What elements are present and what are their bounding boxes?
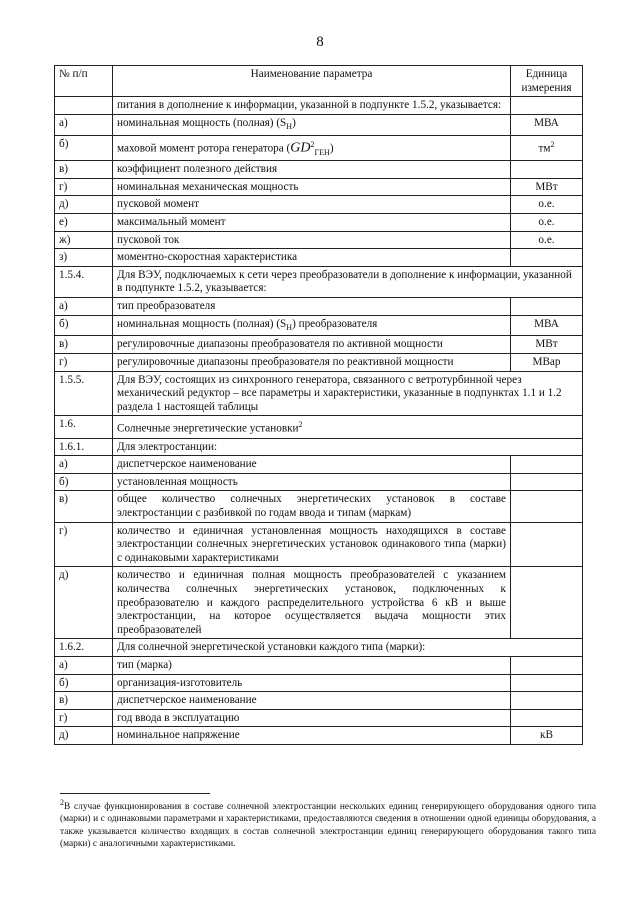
table-row <box>55 692 583 710</box>
row-number: 1.6.2. <box>55 639 113 657</box>
page-number: 8 <box>316 34 324 50</box>
row-parameter-text: моментно-скоростная характеристика <box>117 251 298 264</box>
row-number: г) <box>55 353 113 371</box>
table-row <box>55 639 583 657</box>
row-parameter-name <box>113 674 511 692</box>
row-parameter-name <box>113 353 511 371</box>
row-unit <box>511 213 583 231</box>
table-row <box>55 473 583 491</box>
table-row <box>55 522 583 567</box>
row-parameter-text: регулировочные диапазоны преобразователя по реактивной мощности <box>117 355 454 368</box>
row-unit <box>511 692 583 710</box>
table-row <box>55 567 583 639</box>
table-row <box>55 196 583 214</box>
table-row <box>55 353 583 371</box>
row-parameter-text: Для солнечной энергетической установки каждого типа (марки): <box>117 641 426 654</box>
table-row <box>55 727 583 745</box>
row-parameter-name <box>113 491 511 522</box>
row-parameter-text: маховой момент ротора генератора ( <box>117 142 291 155</box>
row-unit <box>511 473 583 491</box>
table-row <box>55 491 583 522</box>
row-parameter-name <box>113 114 511 135</box>
row-parameter-name <box>113 97 511 115</box>
table-row <box>55 371 583 416</box>
row-number: б) <box>55 674 113 692</box>
subscript: Н <box>286 322 293 332</box>
row-parameter-text: пусковой момент <box>117 198 199 211</box>
row-parameter-text: количество и единичная полная мощность преобразователей с указанием количества солнечных энергетических установок, подключенных к преобразователю и каждого распределительного устройства 6 кВ и выше электростанции, на которое осуществляется выдача мощности этих преобразователей <box>117 569 506 636</box>
table-row <box>55 416 583 438</box>
row-unit-text: МВА <box>534 116 559 129</box>
row-number: г) <box>55 522 113 567</box>
row-number: д) <box>55 727 113 745</box>
row-parameter-text: установленная мощность <box>117 475 238 488</box>
table-row <box>55 456 583 474</box>
row-parameter-text: регулировочные диапазоны преобразователя по активной мощности <box>117 338 443 351</box>
row-unit-text: МВт <box>535 180 558 193</box>
header-number: № п/п <box>55 66 113 97</box>
formula-subscript: ГЕН <box>314 147 330 157</box>
row-parameter-name <box>113 336 511 354</box>
row-number: ж) <box>55 231 113 249</box>
row-parameter-name <box>113 692 511 710</box>
row-number: а) <box>55 297 113 315</box>
table-row <box>55 213 583 231</box>
table-row <box>55 231 583 249</box>
row-number: 1.5.4. <box>55 266 113 297</box>
subscript: Н <box>286 122 293 132</box>
row-parameter-text: Солнечные энергетические установки <box>117 423 299 436</box>
row-parameter-name <box>113 161 511 179</box>
formula-superscript: 2 <box>310 139 315 149</box>
row-parameter-name <box>113 473 511 491</box>
row-number: е) <box>55 213 113 231</box>
formula: GD <box>290 140 311 156</box>
row-parameter-text: Для ВЭУ, подключаемых к сети через преобразователи в дополнение к информации, указанной в подпункте 1.5.2, указывается: <box>117 268 572 295</box>
footnote-divider <box>60 793 210 794</box>
table-row <box>55 266 583 297</box>
row-parameter-name <box>113 196 511 214</box>
row-parameter-text: максимальный момент <box>117 215 226 228</box>
row-unit <box>511 161 583 179</box>
row-parameter-name <box>113 727 511 745</box>
unit-superscript: 2 <box>550 139 555 149</box>
table-row <box>55 656 583 674</box>
row-number <box>55 97 113 115</box>
row-parameter-name <box>113 297 511 315</box>
row-unit <box>511 353 583 371</box>
row-parameter-text: диспетчерское наименование <box>117 694 257 707</box>
row-parameter-text-after: ) преобразователя <box>292 317 378 330</box>
row-number: д) <box>55 196 113 214</box>
row-parameter-name <box>113 178 511 196</box>
header-parameter-name: Наименование параметра <box>113 66 511 97</box>
row-parameter-text-after: ) <box>329 142 334 155</box>
row-unit-text: кВ <box>540 729 553 742</box>
row-unit-text: тм <box>538 142 551 155</box>
row-parameter-name <box>113 522 511 567</box>
row-parameter-name <box>113 266 583 297</box>
parameters-table <box>54 65 583 745</box>
row-parameter-name <box>113 656 511 674</box>
table-row <box>55 114 583 135</box>
table-row <box>55 249 583 267</box>
row-unit-text: о.е. <box>538 233 555 246</box>
row-parameter-name <box>113 135 511 161</box>
row-unit <box>511 249 583 267</box>
table-row <box>55 315 583 336</box>
row-number: а) <box>55 114 113 135</box>
footnote <box>60 797 596 850</box>
row-unit <box>511 336 583 354</box>
row-unit <box>511 114 583 135</box>
row-number: б) <box>55 315 113 336</box>
row-parameter-name <box>113 416 583 438</box>
table-header-row <box>55 66 583 97</box>
row-parameter-name <box>113 371 583 416</box>
row-parameter-name <box>113 438 583 456</box>
row-unit <box>511 297 583 315</box>
footnote-text: В случае функционирования в составе солнечной электростанции нескольких единиц генерирующего оборудования одного типа (марки) и с одинаковыми параметрами и характеристиками, предоставляются сведения в отношении одной единицы оборудования, а также указывается количество входящих в состав солнечной электростанции единиц генерирующего оборудования такого типа (марки) с аналогичными характеристиками. <box>60 802 596 849</box>
row-parameter-text: количество и единичная установленная мощность находящихся в составе электростанции солнечных энергетических установок одинакового типа (марки) с одинаковыми характеристиками <box>117 524 506 564</box>
table-row <box>55 161 583 179</box>
table-row <box>55 97 583 115</box>
row-parameter-text: номинальная мощность (полная) (S <box>117 116 287 129</box>
row-parameter-text: диспетчерское наименование <box>117 458 257 471</box>
table-row <box>55 438 583 456</box>
row-parameter-name <box>113 639 583 657</box>
row-number: а) <box>55 656 113 674</box>
row-parameter-text: Для ВЭУ, состоящих из синхронного генератора, связанного с ветротурбинной через механический редуктор – все параметры и характеристики, указанные в подпунктах 1.1 и 1.2 раздела 1 настоящей таблицы <box>117 373 562 413</box>
row-parameter-name <box>113 231 511 249</box>
row-parameter-text-after: ) <box>292 116 296 129</box>
row-number: з) <box>55 249 113 267</box>
row-parameter-name <box>113 709 511 727</box>
row-unit <box>511 135 583 161</box>
row-number: в) <box>55 336 113 354</box>
row-number: в) <box>55 491 113 522</box>
row-unit <box>511 674 583 692</box>
table-row <box>55 336 583 354</box>
row-parameter-name <box>113 456 511 474</box>
row-parameter-text: год ввода в эксплуатацию <box>117 711 240 724</box>
row-number: а) <box>55 456 113 474</box>
table-row <box>55 709 583 727</box>
row-parameter-text: Для электростанции: <box>117 440 218 453</box>
row-unit <box>511 178 583 196</box>
row-number: б) <box>55 473 113 491</box>
row-parameter-text: коэффициент полезного действия <box>117 163 278 176</box>
row-unit-text: о.е. <box>538 215 555 228</box>
footnote-marker: 2 <box>60 798 64 807</box>
row-parameter-text: организация-изготовитель <box>117 676 243 689</box>
row-parameter-name <box>113 315 511 336</box>
table-row <box>55 297 583 315</box>
footnote-reference: 2 <box>298 420 303 430</box>
row-parameter-name <box>113 567 511 639</box>
row-unit <box>511 522 583 567</box>
row-unit-text: о.е. <box>538 198 555 211</box>
row-unit <box>511 315 583 336</box>
row-unit-text: МВар <box>532 355 561 368</box>
row-unit <box>511 656 583 674</box>
row-unit <box>511 567 583 639</box>
header-unit: Единица измерения <box>511 66 583 97</box>
row-parameter-text: тип преобразователя <box>117 299 216 312</box>
row-number: в) <box>55 161 113 179</box>
row-number: 1.5.5. <box>55 371 113 416</box>
row-parameter-text: номинальная мощность (полная) (S <box>117 317 287 330</box>
row-number: г) <box>55 709 113 727</box>
row-number: 1.6.1. <box>55 438 113 456</box>
row-parameter-text: питания в дополнение к информации, указанной в подпункте 1.5.2, указывается: <box>117 99 502 112</box>
table-row <box>55 135 583 161</box>
row-unit <box>511 491 583 522</box>
row-parameter-text: номинальное напряжение <box>117 729 240 742</box>
row-unit-text: МВА <box>534 317 559 330</box>
row-unit <box>511 727 583 745</box>
row-number: в) <box>55 692 113 710</box>
row-parameter-name <box>113 249 511 267</box>
row-parameter-name <box>113 213 511 231</box>
row-number: г) <box>55 178 113 196</box>
row-number: 1.6. <box>55 416 113 438</box>
row-parameter-text: общее количество солнечных энергетических установок в составе электростанции с разбивкой по годам ввода и типам (маркам) <box>117 493 506 520</box>
row-unit <box>511 196 583 214</box>
row-parameter-text: тип (марка) <box>117 658 172 671</box>
row-unit <box>511 456 583 474</box>
row-unit <box>511 97 583 115</box>
table-row <box>55 178 583 196</box>
row-unit <box>511 231 583 249</box>
row-parameter-text: пусковой ток <box>117 233 180 246</box>
row-unit-text: МВт <box>535 338 558 351</box>
row-number: б) <box>55 135 113 161</box>
table-row <box>55 674 583 692</box>
row-unit <box>511 709 583 727</box>
row-parameter-text: номинальная механическая мощность <box>117 180 299 193</box>
row-number: д) <box>55 567 113 639</box>
